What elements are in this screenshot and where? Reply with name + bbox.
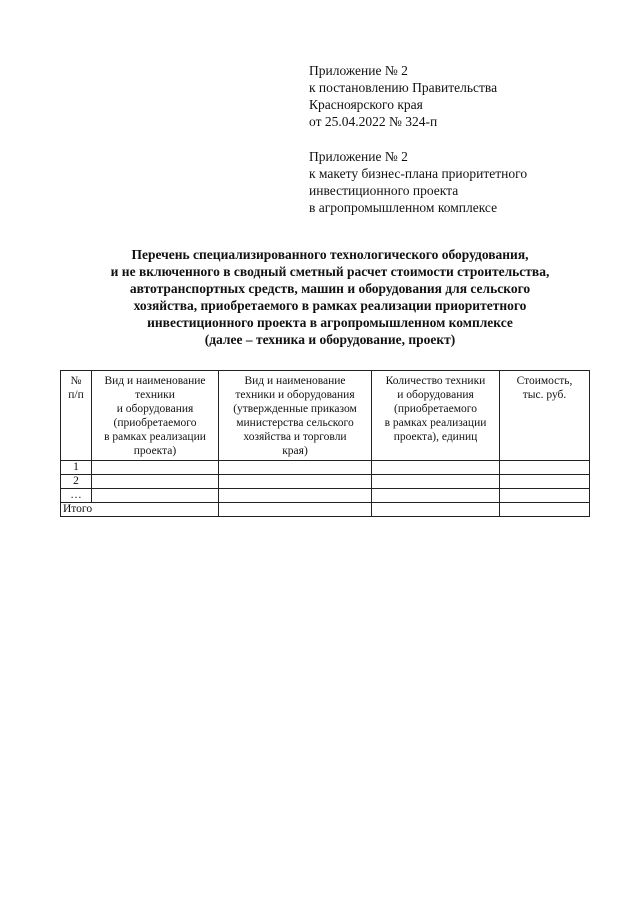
col-header-number: № п/п: [61, 371, 92, 461]
title-line: и не включенного в сводный сметный расчет стоимости строительства,: [110, 264, 550, 279]
annex-date-number: от 25.04.2022 № 324-п: [309, 114, 438, 129]
col-header-approved-type: Вид и наименование техники и оборудования (утвержденные приказом министерства сельского хозяйства и торговли края): [219, 371, 372, 461]
annex-reference: к постановлению Правительства: [309, 80, 498, 95]
annex-region: Красноярского края: [309, 97, 423, 112]
table-cell: [219, 461, 372, 475]
row-number: 2: [61, 475, 92, 489]
title-line: Перечень специализированного технологического оборудования,: [131, 247, 529, 262]
annex-title: Приложение № 2: [309, 63, 408, 78]
table-cell: [372, 503, 500, 517]
table-total-row: [61, 503, 590, 517]
table-row: [61, 489, 590, 503]
table-cell: [500, 461, 590, 475]
table-cell: [372, 461, 500, 475]
table-cell: [500, 489, 590, 503]
row-number: …: [61, 489, 92, 503]
table-cell: [500, 475, 590, 489]
annex-title: Приложение № 2: [309, 149, 408, 164]
col-header-cost: Стоимость, тыс. руб.: [500, 371, 590, 461]
annex-to-business-plan: [309, 148, 527, 216]
annex-to-resolution: [309, 62, 497, 130]
title-line: хозяйства, приобретаемого в рамках реализации приоритетного: [133, 298, 527, 313]
title-line: автотранспортных средств, машин и оборудования для сельского: [129, 281, 531, 296]
col-header-equipment-type: Вид и наименование техники и оборудования (приобретаемого в рамках реализации проекта): [92, 371, 219, 461]
total-label: Итого: [61, 503, 219, 517]
table-cell: [372, 489, 500, 503]
table-cell: [500, 503, 590, 517]
table-cell: [372, 475, 500, 489]
document-title: [60, 246, 600, 348]
annex-reference: к макету бизнес-плана приоритетного: [309, 166, 528, 181]
table-cell: [92, 475, 219, 489]
title-line: инвестиционного проекта в агропромышленном комплексе: [147, 315, 513, 330]
table-header-row: [61, 371, 590, 461]
annex-reference: в агропромышленном комплексе: [309, 200, 498, 215]
table-cell: [92, 461, 219, 475]
table-row: [61, 475, 590, 489]
title-line: (далее – техника и оборудование, проект): [204, 332, 456, 347]
table-cell: [219, 489, 372, 503]
annex-reference: инвестиционного проекта: [309, 183, 459, 198]
equipment-table: [60, 370, 590, 517]
col-header-quantity: Количество техники и оборудования (приобретаемого в рамках реализации проекта), единиц: [372, 371, 500, 461]
table-cell: [92, 489, 219, 503]
table-cell: [219, 503, 372, 517]
row-number: 1: [61, 461, 92, 475]
table-row: [61, 461, 590, 475]
table-cell: [219, 475, 372, 489]
